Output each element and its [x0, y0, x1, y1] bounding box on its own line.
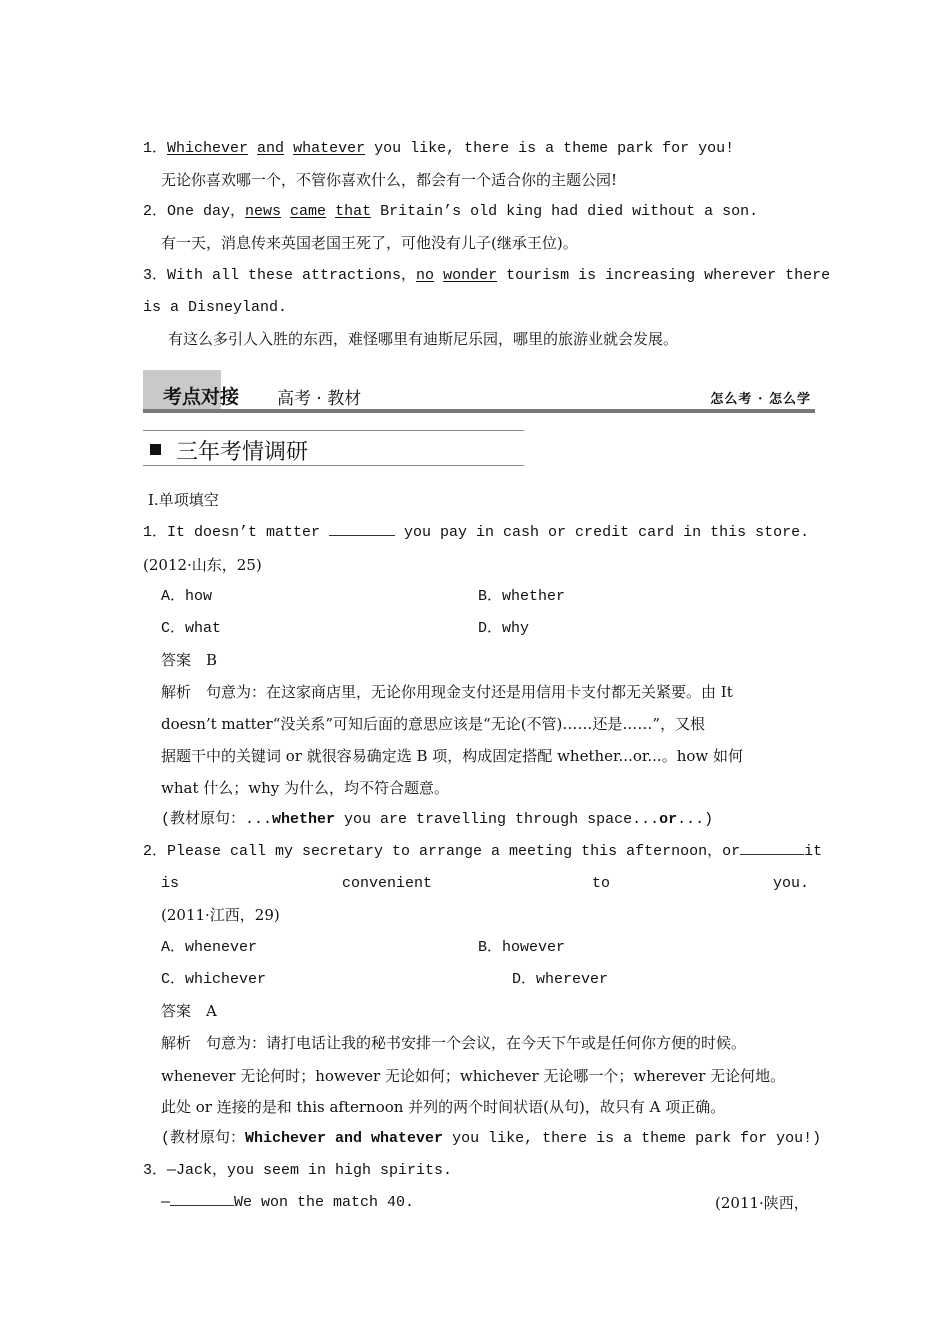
- explanation-line: 据题干中的关键词 or 就很容易确定选 B 项，构成固定搭配 whether...or...。how 如何: [161, 747, 743, 765]
- option-c: C．what: [161, 620, 222, 637]
- sentence-text: you like, there is a theme park for you!: [365, 140, 735, 157]
- question-text: 1．It doesn’t matter: [143, 524, 330, 541]
- answer-line: 答案 B: [161, 651, 218, 669]
- answer-blank: [329, 523, 395, 536]
- banner-title: 考点对接: [163, 386, 240, 408]
- orig-text: you like, there is a theme park for you!): [443, 1130, 822, 1147]
- explanation-line: doesn’t matter“没关系”可知后面的意思应该是“无论(不管)……还是……”，又根: [161, 715, 706, 733]
- underlined-word: news: [245, 203, 282, 220]
- question-3-reply: [161, 1193, 414, 1213]
- option-c: C．whichever: [161, 971, 267, 988]
- question-1-source: (2012·山东，25): [143, 556, 262, 574]
- bold-keyword: or: [659, 811, 678, 828]
- question-3-source: (2011·陕西，: [715, 1194, 809, 1212]
- question-2-word: is: [161, 875, 180, 892]
- intro-sentence-2: [143, 202, 758, 222]
- intro-sentence-3: [143, 266, 830, 286]
- bold-keyword: and: [326, 1130, 372, 1147]
- intro-sentence-3-cont: is a Disneyland.: [143, 299, 288, 316]
- orig-text: (教材原句：...: [161, 811, 273, 828]
- question-text: you pay in cash or credit card in this store.: [395, 524, 810, 541]
- question-3-stem: 3．—Jack，you seem in high spirits.: [143, 1162, 453, 1179]
- orig-text: you are travelling through space...: [335, 811, 660, 828]
- explanation-line: 解析 句意为：在这家商店里，无论你用现金支付还是用信用卡支付都无关紧要。由 It: [161, 683, 733, 701]
- explanation-line: 解析 句意为：请打电话让我的秘书安排一个会议，在今天下午或是任何你方便的时候。: [161, 1034, 747, 1052]
- option-d: D．wherever: [512, 971, 609, 988]
- question-2-word: convenient: [342, 875, 433, 892]
- sentence-text: 3．With all these attractions，: [143, 267, 417, 284]
- underlined-word: wonder: [443, 267, 498, 284]
- bold-keyword: whether: [272, 811, 336, 828]
- answer-blank: [170, 1193, 234, 1206]
- intro-sentence-1: [143, 139, 734, 159]
- bold-keyword: Whichever: [245, 1130, 327, 1147]
- section-heading: [143, 430, 524, 466]
- option-a: A．how: [161, 588, 213, 605]
- intro-translation-3: 有这么多引人入胜的东西，难怪哪里有迪斯尼乐园，哪里的旅游业就会发展。: [168, 330, 679, 348]
- question-text: We won the match 40.: [234, 1194, 415, 1211]
- intro-translation-2: 有一天，消息传来英国老国王死了，可他没有儿子(继承王位)。: [161, 234, 578, 252]
- intro-translation-1: 无论你喜欢哪一个，不管你喜欢什么，都会有一个适合你的主题公园!: [161, 171, 618, 189]
- question-2-word: you.: [773, 875, 810, 892]
- square-bullet-icon: [150, 444, 161, 455]
- option-b: B．however: [478, 939, 566, 956]
- bold-keyword: whatever: [371, 1130, 444, 1147]
- textbook-original-sentence: [161, 810, 713, 830]
- option-a: A．whenever: [161, 939, 258, 956]
- explanation-line: 此处 or 连接的是和 this afternoon 并列的两个时间状语(从句)，故只有 A 项正确。: [161, 1098, 726, 1116]
- underlined-word: no: [416, 267, 435, 284]
- textbook-original-sentence: [161, 1129, 821, 1149]
- underlined-word: Whichever: [167, 140, 249, 157]
- part-title: Ⅰ.单项填空: [148, 491, 219, 509]
- section-title: 三年考情调研: [176, 440, 309, 465]
- question-text: 2．Please call my secretary to arrange a meeting this afternoon，or: [143, 843, 741, 860]
- question-2-word: to: [592, 875, 611, 892]
- explanation-line: whenever 无论何时；however 无论如何；whichever 无论哪一个；wherever 无论何地。: [161, 1067, 786, 1085]
- option-d: D．why: [478, 620, 530, 637]
- answer-line: 答案 A: [161, 1002, 217, 1020]
- banner-subtitle: 高考 · 教材: [277, 389, 362, 409]
- section-banner: [143, 370, 815, 414]
- answer-blank: [740, 842, 804, 855]
- underlined-word: came: [290, 203, 327, 220]
- question-2-source: (2011·江西，29): [161, 906, 280, 924]
- banner-rule: [143, 409, 815, 413]
- question-2-stem: [143, 842, 822, 862]
- sentence-number: 1．: [143, 140, 168, 157]
- explanation-line: what 什么；why 为什么，均不符合题意。: [161, 779, 449, 797]
- banner-right-label: 怎么考 · 怎么学: [710, 392, 811, 407]
- option-b: B．whether: [478, 588, 566, 605]
- underlined-word: whatever: [293, 140, 366, 157]
- underlined-word: that: [335, 203, 372, 220]
- sentence-text: tourism is increasing wherever there: [497, 267, 831, 284]
- orig-text: (教材原句：: [161, 1130, 246, 1147]
- underlined-word: and: [257, 140, 285, 157]
- question-text: it: [804, 843, 823, 860]
- orig-text: ...): [677, 811, 714, 828]
- sentence-text: Britain’s old king had died without a son.: [371, 203, 759, 220]
- dash: —: [161, 1194, 171, 1211]
- sentence-text: 2．One day，: [143, 203, 246, 220]
- question-1-stem: [143, 523, 809, 543]
